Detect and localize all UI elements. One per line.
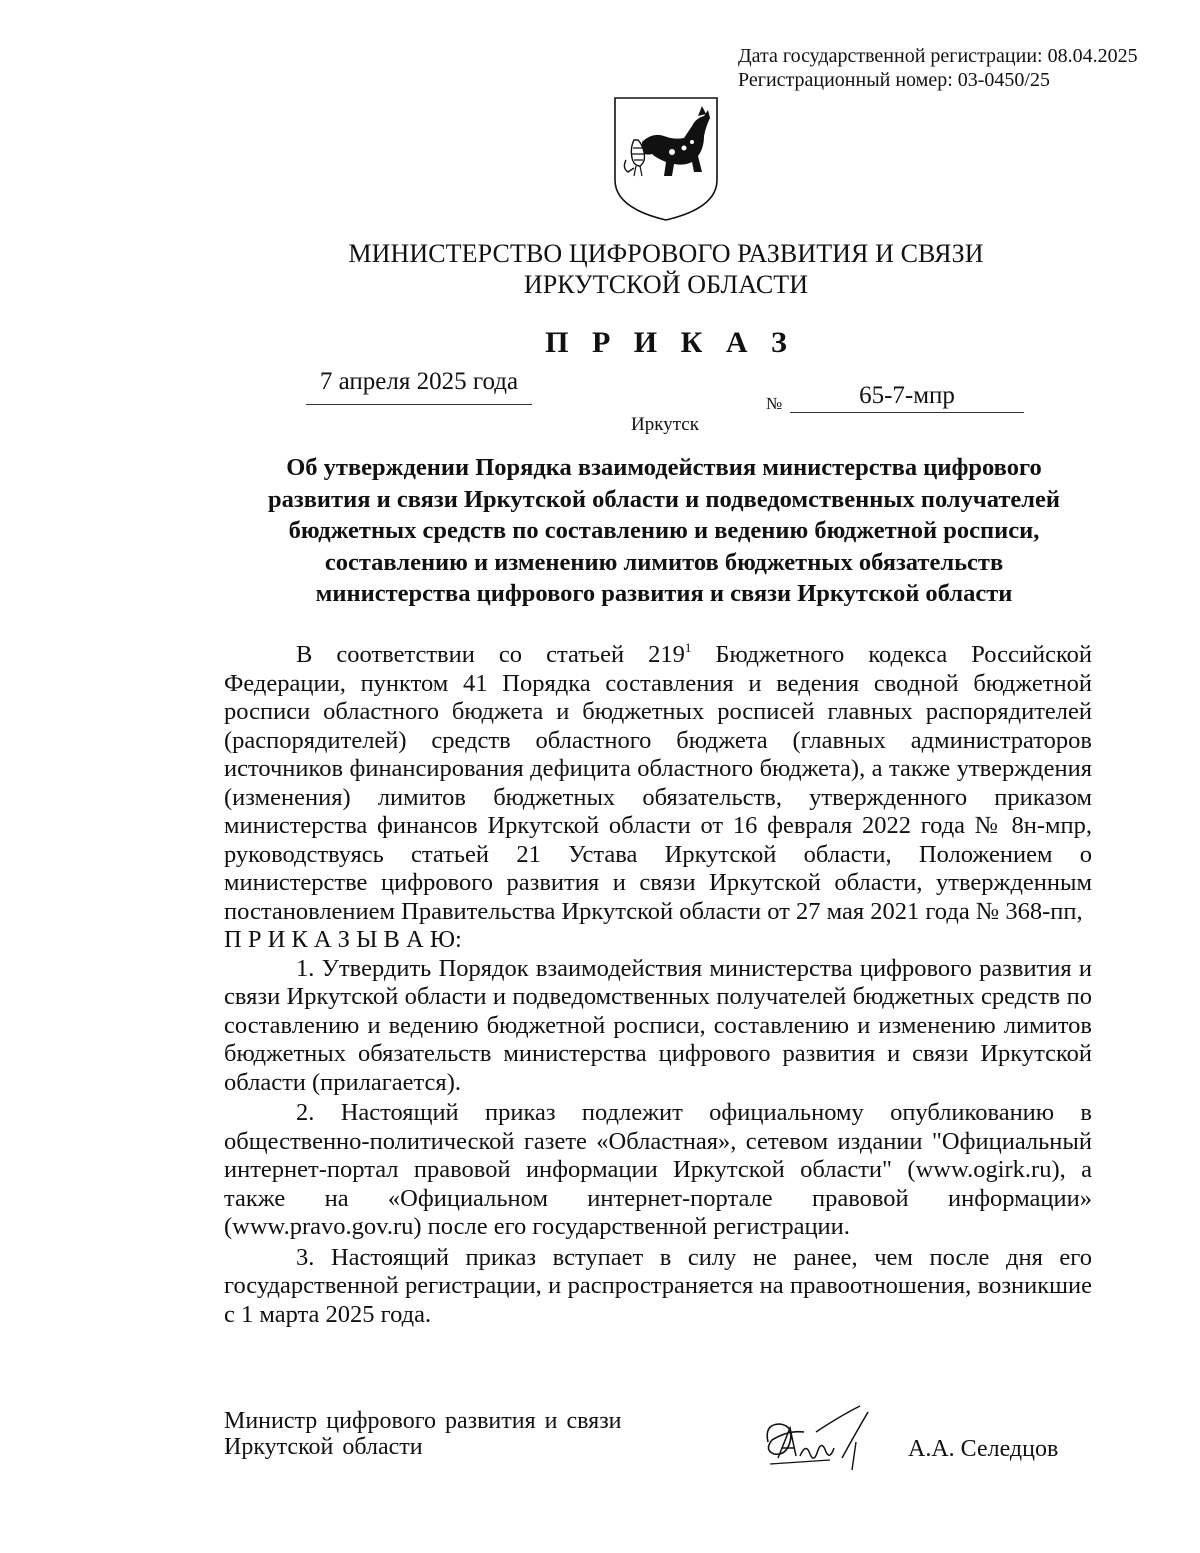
order-item-1: 1. Утвердить Порядок взаимодействия министерства цифрового развития и связи Иркутской области и подведомственных получателей бюджетных средств по составлению и ведению бюджетной росписи, составлению и изменению лимитов бюджетных обязательств министерства цифрового развития и связи Иркутской области (прилагается). [224, 954, 1092, 1096]
title-line: развития и связи Иркутской области и подведомственных получателей [267, 485, 1060, 513]
ministry-name-line2: ИРКУТСКОЙ ОБЛАСТИ [523, 270, 809, 299]
title-line: составлению и изменению лимитов бюджетных обязательств [324, 548, 1004, 576]
order-item-2: 2. Настоящий приказ подлежит официальному опубликованию в общественно-политической газете «Областная», сетевом издании "Официальный интернет-портал правовой информации Иркутской области" (www.ogirk.ru), а также на «Официальном интернет-портале правовой информации» (www.pravo.gov.ru) после его государственной регистрации. [224, 1099, 1092, 1240]
document-type-heading: П Р И К А З [545, 326, 795, 359]
order-city: Иркутск [631, 414, 699, 435]
order-title [214, 452, 1114, 610]
order-word: П Р И К А З Ы В А Ю: [224, 926, 462, 953]
order-date: 7 апреля 2025 года [306, 368, 532, 405]
preamble-text-start: В соответствии со статьей 219 [296, 641, 685, 668]
title-line: Об утверждении Порядка взаимодействия министерства цифрового [286, 454, 1042, 481]
title-line: министерства цифрового развития и связи Иркутской области [315, 580, 1013, 607]
irkutsk-coat-of-arms-icon [612, 96, 720, 222]
ministry-name-line1: МИНИСТЕРСТВО ЦИФРОВОГО РАЗВИТИЯ И СВЯЗИ [348, 239, 984, 268]
signatory-position [224, 1408, 622, 1460]
preamble-text-rest: Бюджетного кодекса Российской Федерации, пунктом 41 Порядка составления и ведения сводной бюджетной росписи областного бюджета и бюджетных росписей главных распорядителей (распорядителей) средств областного бюджета (главных администраторов источников финансирования дефицита областного бюджета), а также утверждения (изменения) лимитов бюджетных обязательств, утвержденного приказом министерства финансов Иркутской области от 16 февраля 2022 года № 8н-мпр, руководствуясь статьей 21 Устава Иркутской области, Положением о министерстве цифрового развития и связи Иркутской области, утвержденным постановлением Правительства Иркутской области от 27 мая 2021 года № 368-пп, [224, 641, 1093, 925]
handwritten-signature [760, 1402, 880, 1478]
order-item-3: 3. Настоящий приказ вступает в силу не ранее, чем после дня его государственной регистрации, и распространяется на правоотношения, возникшие с 1 марта 2025 года. [224, 1243, 1092, 1328]
order-number: 65-7-мпр [790, 382, 1024, 413]
registration-stamp [738, 44, 1138, 92]
signatory-name: А.А. Селедцов [908, 1436, 1059, 1462]
article-superscript: 1 [684, 640, 692, 655]
title-line: бюджетных средств по составлению и ведению бюджетной росписи, [288, 517, 1040, 544]
preamble-paragraph [224, 641, 1092, 926]
order-body [224, 641, 1092, 1329]
number-sign: № [766, 394, 783, 413]
signatory-position-line2: Иркутской области [224, 1434, 423, 1460]
registration-number: Регистрационный номер: 03-0450/25 [738, 69, 1050, 91]
ministry-name [300, 238, 1032, 300]
signatory-position-line1: Министр цифрового развития и связи [224, 1408, 622, 1434]
registration-date: Дата государственной регистрации: 08.04.2025 [738, 45, 1138, 67]
